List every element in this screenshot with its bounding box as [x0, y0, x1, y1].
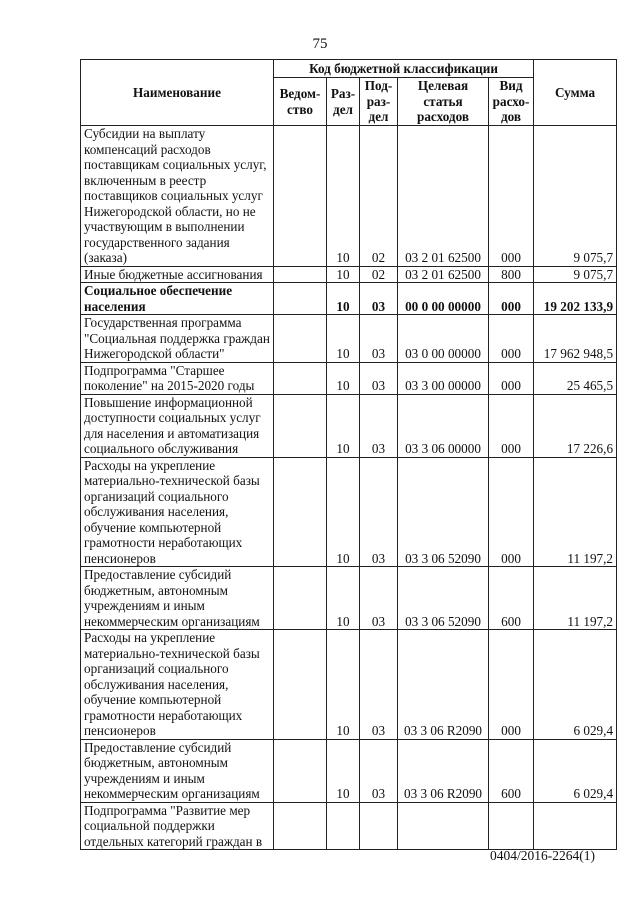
row-ved [274, 266, 327, 283]
row-name: Иные бюджетные ассигнования [81, 266, 274, 283]
row-vid: 000 [489, 362, 534, 394]
row-vid: 600 [489, 739, 534, 802]
table-row [81, 266, 617, 283]
row-target: 03 3 06 R2090 [398, 739, 489, 802]
row-sum: 9 075,7 [534, 266, 617, 283]
row-podrazdel: 03 [360, 739, 398, 802]
table-row [81, 567, 617, 630]
table-row [81, 630, 617, 740]
row-target: 03 3 00 00000 [398, 362, 489, 394]
row-podrazdel: 03 [360, 315, 398, 363]
table-row [81, 457, 617, 567]
row-razdel: 10 [327, 394, 360, 457]
row-name: Государственная программа "Социальная поддержка граждан Нижегородской области" [81, 315, 274, 363]
header-vedomstvo: Ведом- ство [274, 78, 327, 126]
row-target: 03 3 06 52090 [398, 457, 489, 567]
header-target: Целевая статья расходов [398, 78, 489, 126]
row-vid: 000 [489, 126, 534, 267]
row-sum: 17 962 948,5 [534, 315, 617, 363]
row-target: 03 2 01 62500 [398, 266, 489, 283]
header-classification: Код бюджетной классификации [274, 60, 534, 78]
table-row [81, 315, 617, 363]
row-sum [534, 802, 617, 850]
table-row [81, 283, 617, 315]
row-sum: 6 029,4 [534, 739, 617, 802]
table-row [81, 362, 617, 394]
table-row [81, 802, 617, 850]
header-sum: Сумма [534, 60, 617, 126]
row-ved [274, 362, 327, 394]
table-row [81, 739, 617, 802]
document-code: 0404/2016-2264(1) [490, 848, 595, 863]
row-razdel: 10 [327, 315, 360, 363]
row-razdel [327, 802, 360, 850]
row-razdel: 10 [327, 283, 360, 315]
row-podrazdel: 02 [360, 266, 398, 283]
row-vid: 600 [489, 567, 534, 630]
row-name: Предоставление субсидий бюджетным, автономным учреждениям и иным некоммерческим организациям [81, 567, 274, 630]
row-vid: 000 [489, 315, 534, 363]
row-razdel: 10 [327, 739, 360, 802]
table-body [81, 126, 617, 850]
page-number: 75 [312, 36, 328, 52]
row-podrazdel: 03 [360, 567, 398, 630]
row-razdel: 10 [327, 362, 360, 394]
row-name: Субсидии на выплату компенсаций расходов поставщикам социальных услуг, включенным в реестр поставщиков социальных услуг Нижегородской области, но не участвующим в выполнении государственного задания (заказа) [81, 126, 274, 267]
row-ved [274, 802, 327, 850]
row-ved [274, 283, 327, 315]
row-podrazdel: 02 [360, 126, 398, 267]
row-ved [274, 457, 327, 567]
row-podrazdel: 03 [360, 394, 398, 457]
header-name: Наименование [81, 60, 274, 126]
row-sum: 11 197,2 [534, 567, 617, 630]
row-name: Подпрограмма "Развитие мер социальной поддержки отдельных категорий граждан в [81, 802, 274, 850]
row-target: 03 3 06 00000 [398, 394, 489, 457]
row-ved [274, 315, 327, 363]
row-sum: 17 226,6 [534, 394, 617, 457]
row-sum: 11 197,2 [534, 457, 617, 567]
row-sum: 19 202 133,9 [534, 283, 617, 315]
header-podrazdel: Под- раз- дел [360, 78, 398, 126]
row-sum: 6 029,4 [534, 630, 617, 740]
row-podrazdel: 03 [360, 362, 398, 394]
row-vid: 000 [489, 283, 534, 315]
row-vid: 800 [489, 266, 534, 283]
header-vid: Вид расхо- дов [489, 78, 534, 126]
row-vid: 000 [489, 630, 534, 740]
row-target: 03 0 00 00000 [398, 315, 489, 363]
row-target [398, 802, 489, 850]
row-name: Подпрограмма "Старшее поколение" на 2015-2020 годы [81, 362, 274, 394]
row-ved [274, 394, 327, 457]
row-target: 03 3 06 52090 [398, 567, 489, 630]
row-podrazdel: 03 [360, 283, 398, 315]
row-razdel: 10 [327, 567, 360, 630]
row-vid: 000 [489, 394, 534, 457]
row-podrazdel: 03 [360, 457, 398, 567]
row-vid [489, 802, 534, 850]
row-razdel: 10 [327, 630, 360, 740]
row-target: 00 0 00 00000 [398, 283, 489, 315]
table-row [81, 126, 617, 267]
row-razdel: 10 [327, 457, 360, 567]
row-ved [274, 630, 327, 740]
row-name: Предоставление субсидий бюджетным, автономным учреждениям и иным некоммерческим организациям [81, 739, 274, 802]
row-target: 03 2 01 62500 [398, 126, 489, 267]
row-podrazdel: 03 [360, 630, 398, 740]
table-row [81, 394, 617, 457]
row-ved [274, 126, 327, 267]
budget-table [80, 59, 617, 850]
row-name: Повышение информационной доступности социальных услуг для населения и автоматизация социального обслуживания [81, 394, 274, 457]
row-ved [274, 567, 327, 630]
row-razdel: 10 [327, 126, 360, 267]
row-name: Социальное обеспечение населения [81, 283, 274, 315]
row-vid: 000 [489, 457, 534, 567]
row-sum: 25 465,5 [534, 362, 617, 394]
row-sum: 9 075,7 [534, 126, 617, 267]
row-target: 03 3 06 R2090 [398, 630, 489, 740]
row-podrazdel [360, 802, 398, 850]
row-ved [274, 739, 327, 802]
row-name: Расходы на укрепление материально-технической базы организаций социального обслуживания населения, обучение компьютерной грамотности неработающих пенсионеров [81, 630, 274, 740]
row-razdel: 10 [327, 266, 360, 283]
header-razdel: Раз- дел [327, 78, 360, 126]
row-name: Расходы на укрепление материально-технической базы организаций социального обслуживания населения, обучение компьютерной грамотности неработающих пенсионеров [81, 457, 274, 567]
